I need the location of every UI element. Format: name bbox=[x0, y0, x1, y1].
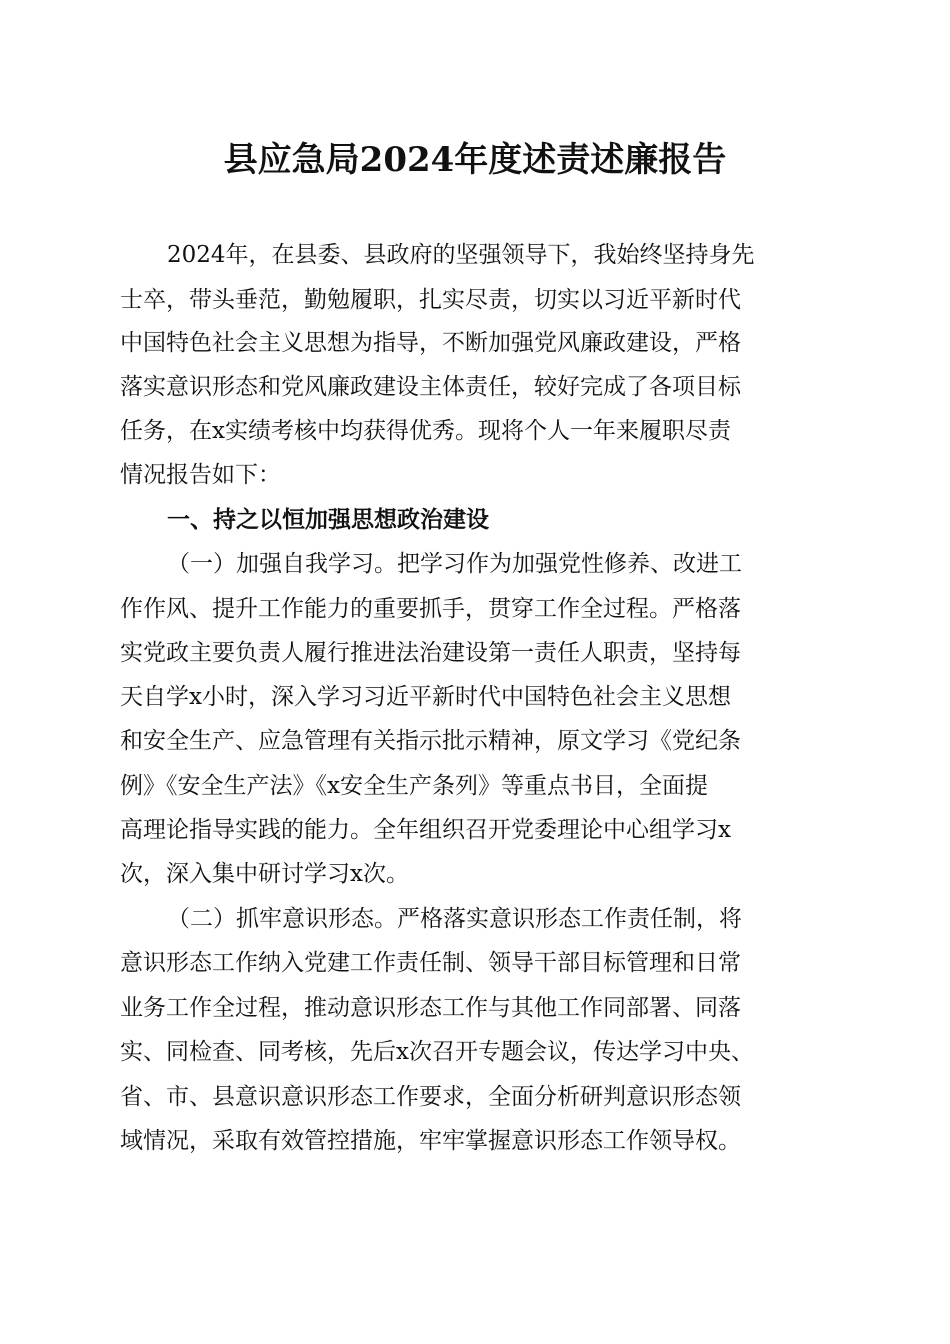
subsection-first-line bbox=[167, 903, 742, 935]
intro-line: 任务，在x实绩考核中均获得优秀。现将个人一年来履职尽责 bbox=[120, 418, 731, 444]
body-line: 例》《安全生产法》《x安全生产条列》等重点书目，全面提 bbox=[120, 773, 708, 799]
section-heading: 一、持之以恒加强思想政治建设 bbox=[167, 507, 489, 533]
body-line: 实党政主要负责人履行推进法治建设第一责任人职责，坚持每 bbox=[120, 640, 741, 666]
body-line: 意识形态工作纳入党建工作责任制、领导干部目标管理和日常 bbox=[120, 950, 741, 976]
body-line: 次，深入集中研讨学习x次。 bbox=[120, 861, 409, 887]
subsection-first-line bbox=[167, 548, 742, 580]
subsection-label: （一）加强自我学习。 bbox=[167, 551, 397, 577]
subsection-label: （二）抓牢意识形态。 bbox=[167, 906, 397, 932]
intro-line: 情况报告如下： bbox=[120, 462, 281, 488]
intro-line: 中国特色社会主义思想为指导，不断加强党风廉政建设，严格 bbox=[120, 330, 741, 356]
body-line: 业务工作全过程，推动意识形态工作与其他工作同部署、同落 bbox=[120, 995, 741, 1021]
subsection-text: 严格落实意识形态工作责任制，将 bbox=[397, 906, 742, 932]
body-line: 实、同检查、同考核，先后x次召开专题会议，传达学习中央、 bbox=[120, 1039, 754, 1065]
body-line: 省、市、县意识意识形态工作要求，全面分析研判意识形态领 bbox=[120, 1084, 741, 1110]
body-line: 作作风、提升工作能力的重要抓手，贯穿工作全过程。严格落 bbox=[120, 596, 741, 622]
document-title: 县应急局2024年度述责述廉报告 bbox=[223, 140, 727, 180]
body-line: 高理论指导实践的能力。全年组织召开党委理论中心组学习x bbox=[120, 817, 731, 843]
intro-line: 2024年，在县委、县政府的坚强领导下，我始终坚持身先 bbox=[167, 242, 755, 268]
intro-line: 落实意识形态和党风廉政建设主体责任，较好完成了各项目标 bbox=[120, 374, 741, 400]
body-line: 和安全生产、应急管理有关指示批示精神，原文学习《党纪条 bbox=[120, 728, 741, 754]
intro-line: 士卒，带头垂范，勤勉履职，扎实尽责，切实以习近平新时代 bbox=[120, 287, 741, 313]
body-line: 域情况，采取有效管控措施，牢牢掌握意识形态工作领导权。 bbox=[120, 1128, 741, 1154]
body-line: 天自学x小时，深入学习习近平新时代中国特色社会主义思想 bbox=[120, 684, 731, 710]
subsection-text: 把学习作为加强党性修养、改进工 bbox=[397, 551, 742, 577]
